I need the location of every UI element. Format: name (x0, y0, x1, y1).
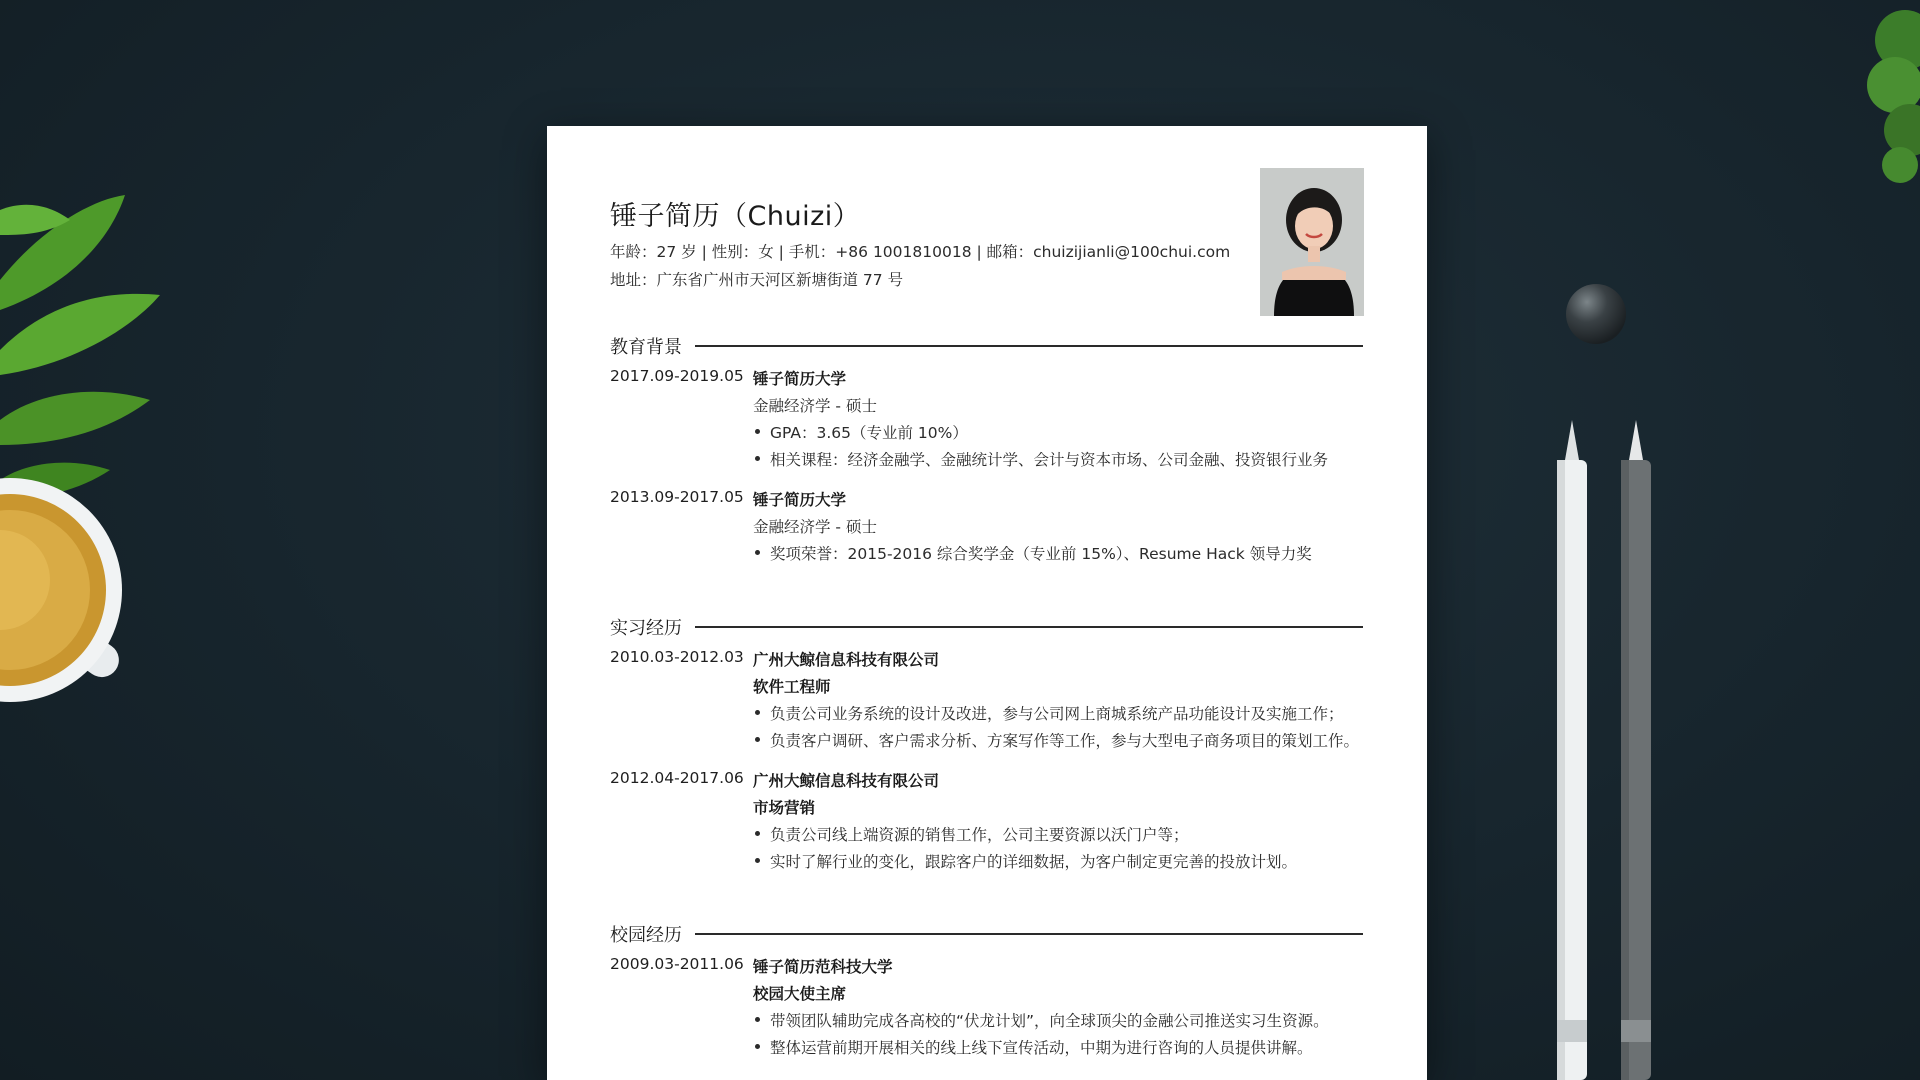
bullet-dot-icon (755, 550, 760, 555)
grey-pen-decoration (1617, 420, 1655, 1080)
section-title-internship: 实习经历 (610, 618, 682, 639)
bullet-dot-icon (755, 831, 760, 836)
section-divider (695, 933, 1363, 935)
entry-bullet: 负责客户调研、客户需求分析、方案写作等工作，参与大型电子商务项目的策划工作。 (753, 729, 1359, 751)
bullet-dot-icon (755, 456, 760, 461)
entry-bullet: GPA：3.65（专业前 10%） (753, 421, 968, 443)
bullet-dot-icon (755, 429, 760, 434)
entry-date: 2010.03-2012.03 (610, 648, 744, 666)
section-title-education: 教育背景 (610, 337, 682, 358)
entry-bullet: 奖项荣誉：2015-2016 综合奖学金（专业前 15%）、Resume Hack 领导力奖 (753, 542, 1312, 564)
entry-organization: 锤子简历大学 (753, 491, 847, 509)
entry-bullet: 负责公司业务系统的设计及改进，参与公司网上商城系统产品功能设计及实施工作； (753, 702, 1344, 724)
bullet-dot-icon (755, 737, 760, 742)
resume-page (547, 126, 1427, 1080)
entry-organization: 广州大鲸信息科技有限公司 (753, 772, 940, 790)
plant-decoration (1850, 0, 1920, 190)
profile-photo (1260, 168, 1364, 316)
contact-info: 年龄：27 岁 | 性别：女 | 手机：+86 1001810018 | 邮箱：chuizijianli@100chui.com (610, 243, 1231, 261)
entry-bullet: 相关课程：经济金融学、金融统计学、会计与资本市场、公司金融、投资银行业务 (753, 448, 1328, 470)
entry-organization: 锤子简历大学 (753, 370, 847, 388)
entry-role: 金融经济学 - 硕士 (753, 397, 877, 415)
bullet-dot-icon (755, 1017, 760, 1022)
entry-bullet: 整体运营前期开展相关的线上线下宣传活动，中期为进行咨询的人员提供讲解。 (753, 1036, 1313, 1058)
section-divider (695, 626, 1363, 628)
entry-date: 2017.09-2019.05 (610, 367, 744, 385)
entry-role: 软件工程师 (753, 678, 831, 696)
entry-organization: 广州大鲸信息科技有限公司 (753, 651, 940, 669)
bullet-dot-icon (755, 858, 760, 863)
section-title-campus: 校园经历 (610, 925, 682, 946)
white-pen-decoration (1553, 420, 1591, 1080)
entry-bullet: 实时了解行业的变化，跟踪客户的详细数据，为客户制定更完善的投放计划。 (753, 850, 1297, 872)
entry-date: 2009.03-2011.06 (610, 955, 744, 973)
coffee-cup-decoration (0, 440, 170, 740)
resume-name: 锤子简历（Chuizi） (610, 201, 861, 232)
entry-bullet: 带领团队辅助完成各高校的“伏龙计划”，向全球顶尖的金融公司推送实习生资源。 (753, 1009, 1329, 1031)
entry-bullet: 负责公司线上端资源的销售工作，公司主要资源以沃门户等； (753, 823, 1189, 845)
entry-role: 市场营销 (753, 799, 816, 817)
section-divider (695, 345, 1363, 347)
address-info: 地址：广东省广州市天河区新塘街道 77 号 (610, 271, 904, 289)
bullet-dot-icon (755, 1044, 760, 1049)
bullet-dot-icon (755, 710, 760, 715)
entry-role: 金融经济学 - 硕士 (753, 518, 877, 536)
entry-role: 校园大使主席 (753, 985, 847, 1003)
ball-decoration (1566, 284, 1626, 344)
portrait-image (1260, 168, 1364, 316)
entry-date: 2012.04-2017.06 (610, 769, 744, 787)
entry-organization: 锤子简历范科技大学 (753, 958, 893, 976)
entry-date: 2013.09-2017.05 (610, 488, 744, 506)
